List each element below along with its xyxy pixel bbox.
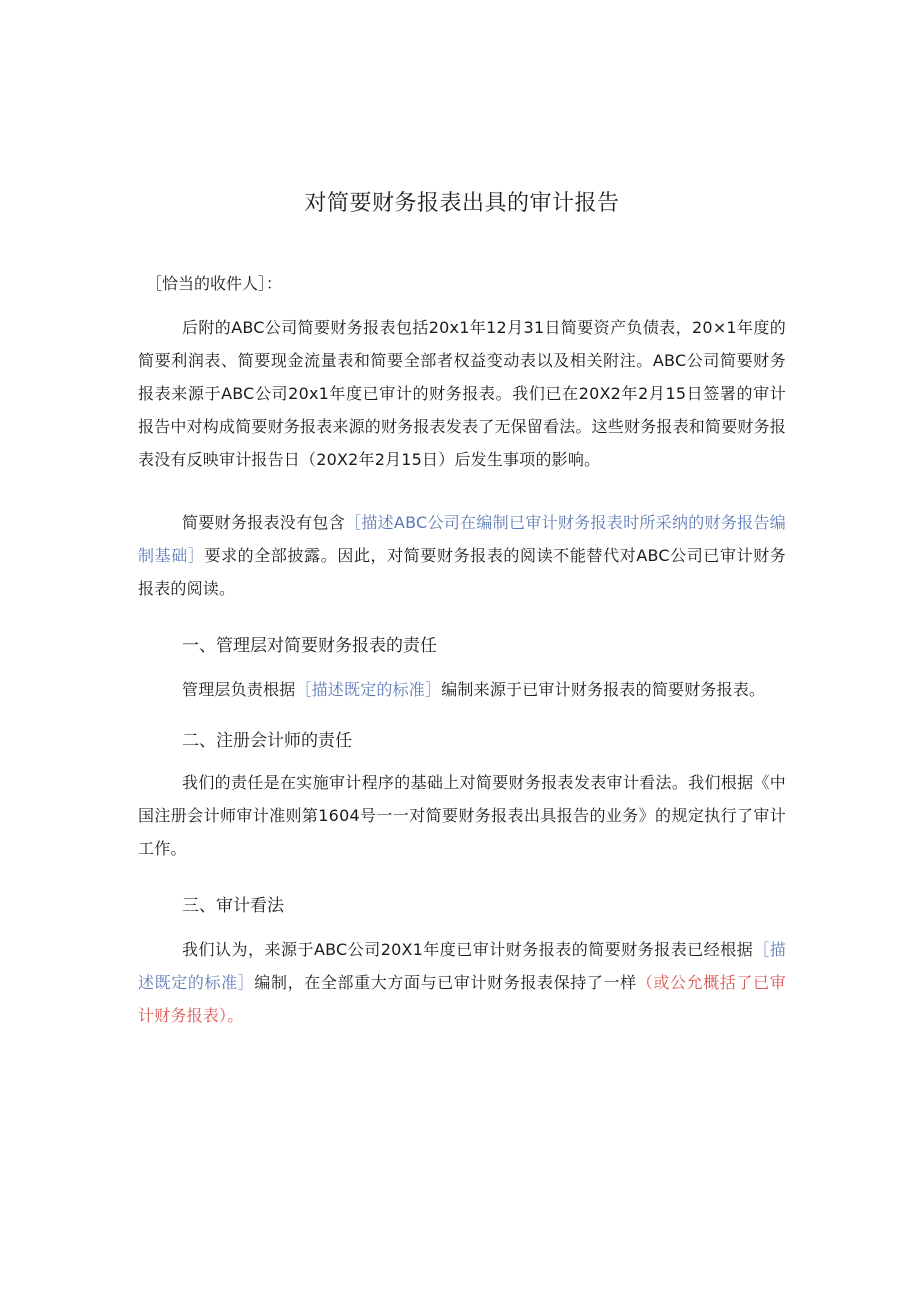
salutation: ［恰当的收件人］： — [146, 274, 283, 293]
section-heading-management: 一、管理层对简要财务报表的责任 — [182, 636, 437, 656]
paragraph-opinion-text-before: 我们认为，来源于ABC公司20X1年度已审计财务报表的简要财务报表已经根据 — [182, 940, 754, 959]
paragraph-opinion — [138, 933, 786, 1032]
paragraph-management-text-after: 编制来源于已审计财务报表的简要财务报表。 — [441, 680, 766, 699]
paragraph-auditor-text: 我们的责任是在实施审计程序的基础上对简要财务报表发表审计看法。我们根据《中国注册会计师审计准则第1604号一一对简要财务报表出具报告的业务》的规定执行了审计工作。 — [138, 773, 786, 858]
paragraph-summary-scope — [138, 311, 786, 476]
paragraph-summary-scope-text: 后附的ABC公司简要财务报表包括20x1年12月31日简要资产负债表，20×1年度的简要利润表、简要现金流量表和简要全部者权益变动表以及相关附注。ABC公司简要财务报表来源于ABC公司20x1年度已审计的财务报表。我们已在20X2年2月15日签署的审计报告中对构成简要财务报表来源的财务报表发表了无保留看法。这些财务报表和简要财务报表没有反映审计报告日（20X2年2月15日）后发生事项的影响。 — [138, 318, 787, 469]
paragraph-opinion-text-middle: 编制，在全部重大方面与已审计财务报表保持了一样 — [254, 973, 637, 992]
paragraph-disclosure-text-before: 简要财务报表没有包含 — [182, 513, 346, 532]
placeholder-criteria-opinion: ［描述既定的标准］ — [138, 940, 786, 992]
placeholder-criteria: ［描述既定的标准］ — [295, 680, 442, 699]
document-title: 对简要财务报表出具的审计报告 — [304, 191, 620, 216]
paragraph-disclosure-text-after: 要求的全部披露。因此，对简要财务报表的阅读不能替代对ABC公司已审计财务报表的阅读。 — [138, 546, 786, 598]
opinion-alternative-note: （或公允概括了已审计财务报表）。 — [138, 973, 786, 1025]
paragraph-management-responsibility — [138, 673, 786, 706]
placeholder-reporting-framework: ［描述ABC公司在编制已审计财务报表时所采纳的财务报告编制基础］ — [138, 513, 786, 565]
paragraph-auditor-responsibility — [138, 766, 786, 865]
section-heading-auditor: 二、注册会计师的责任 — [182, 731, 352, 751]
paragraph-disclosure — [138, 506, 786, 605]
section-heading-opinion: 三、审计看法 — [182, 896, 284, 916]
paragraph-management-text-before: 管理层负责根据 — [182, 680, 296, 699]
